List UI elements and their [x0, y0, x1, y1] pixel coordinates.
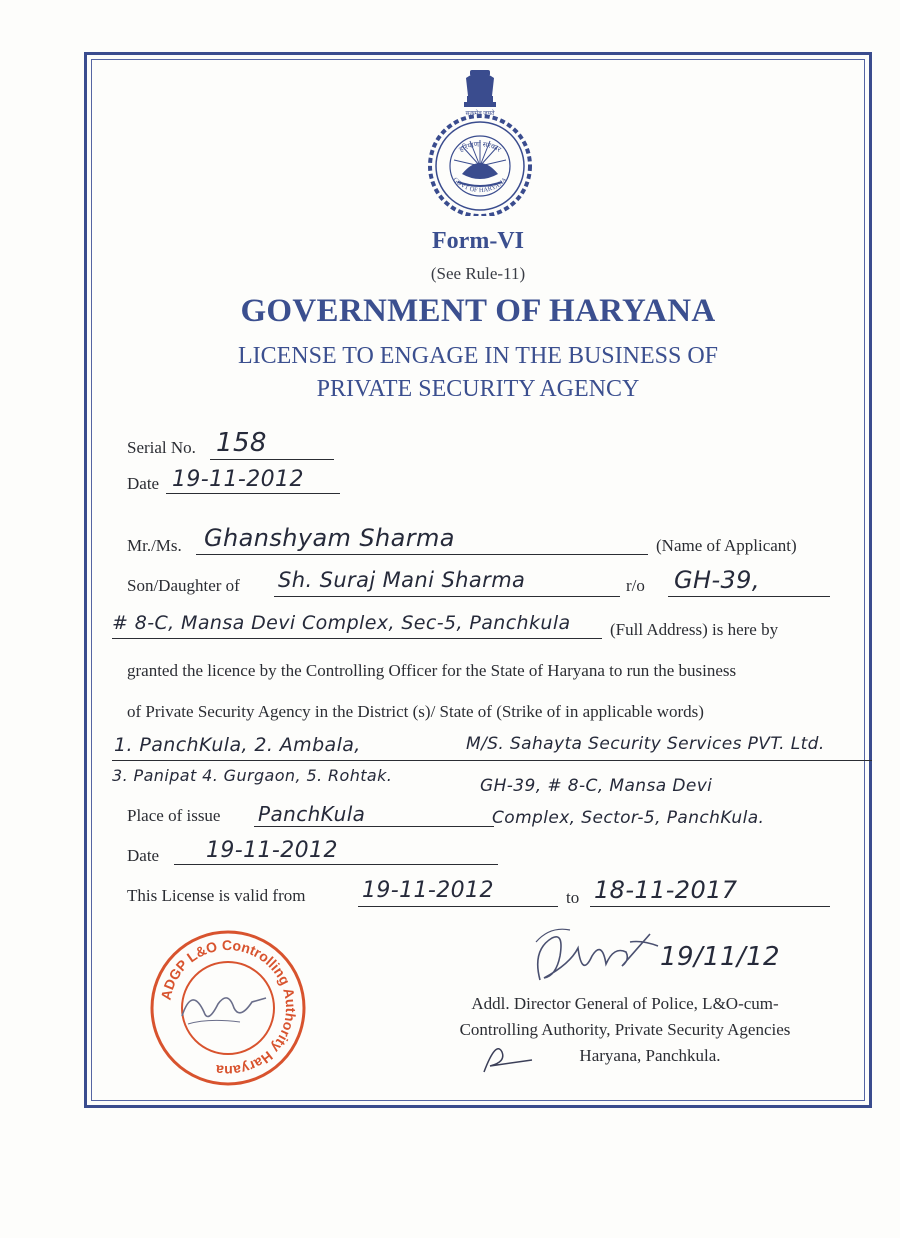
authority-line1: Addl. Director General of Police, L&O-cum-	[471, 994, 779, 1013]
emblem-ring-bottom: GOVT OF HARYANA	[451, 176, 509, 195]
applicant-name: Ghanshyam Sharma	[204, 524, 455, 552]
haryana-state-emblem-icon	[420, 66, 540, 216]
license-title-line1: LICENSE TO ENGAGE IN THE BUSINESS OF	[237, 343, 719, 369]
validity-to: 18-11-2017	[594, 876, 738, 904]
initial-signature-icon	[476, 1036, 536, 1076]
applicant-underline	[196, 554, 648, 555]
license-title-line2: PRIVATE SECURITY AGENCY	[316, 376, 640, 402]
parent-name: Sh. Suraj Mani Sharma	[278, 568, 526, 592]
body-text-line1: granted the licence by the Controlling Officer for the State of Haryana to run the business	[127, 661, 737, 680]
form-rule: (See Rule-11)	[430, 264, 526, 283]
ro-label: r/o	[626, 576, 645, 595]
emblem-motto: सत्यमेव जयते	[465, 111, 495, 117]
parent-label: Son/Daughter of	[127, 576, 240, 595]
serial-value: 158	[216, 428, 267, 458]
date-underline	[166, 493, 340, 494]
date-value: 19-11-2012	[172, 467, 304, 492]
parent-underline	[274, 596, 620, 597]
place-of-issue-underline	[254, 826, 494, 827]
issue-date-underline	[174, 864, 498, 865]
place-of-issue-label: Place of issue	[127, 806, 221, 825]
ro-underline	[668, 596, 830, 597]
validity-to-label: to	[566, 888, 580, 907]
districts-line1: 1. PanchKula, 2. Ambala,	[114, 734, 361, 756]
signature-date: 19/11/12	[660, 942, 780, 972]
official-signature-icon	[530, 920, 670, 990]
serial-label: Serial No.	[127, 438, 196, 457]
applicant-prefix: Mr./Ms.	[127, 536, 182, 555]
controlling-authority-seal-icon	[148, 928, 308, 1088]
agency-line3: Complex, Sector-5, PanchKula.	[492, 808, 765, 828]
address-suffix: (Full Address) is here by	[610, 620, 779, 639]
validity-to-underline	[590, 906, 830, 907]
validity-label: This License is valid from	[127, 886, 306, 905]
applicant-suffix: (Name of Applicant)	[656, 536, 797, 555]
districts-underline	[112, 760, 872, 761]
address-value: # 8-C, Mansa Devi Complex, Sec-5, Panchkula	[112, 612, 571, 634]
address-underline	[112, 638, 602, 639]
validity-from-underline	[358, 906, 558, 907]
issue-date-value: 19-11-2012	[206, 838, 338, 863]
emblem-ring-top: हरियाणा सरकार	[457, 140, 503, 154]
validity-from: 19-11-2012	[362, 878, 494, 903]
place-of-issue-value: PanchKula	[258, 802, 366, 826]
serial-underline	[210, 459, 334, 460]
body-text-line2: of Private Security Agency in the District (s)/ State of (Strike of in applicable words)	[127, 702, 704, 721]
authority-line3: Haryana, Panchkula.	[579, 1046, 721, 1065]
seal-text: ADGP L&O Controlling Authority Haryana	[157, 936, 300, 1080]
districts-line2: 3. Panipat 4. Gurgaon, 5. Rohtak.	[112, 766, 393, 785]
issue-date-label: Date	[127, 846, 160, 865]
form-title: Form-VI	[432, 228, 524, 254]
agency-line1: M/S. Sahayta Security Services PVT. Ltd.	[466, 734, 825, 754]
agency-line2: GH-39, # 8-C, Mansa Devi	[480, 776, 713, 796]
date-label: Date	[127, 474, 160, 493]
government-title: GOVERNMENT OF HARYANA	[240, 293, 716, 329]
authority-line2: Controlling Authority, Private Security Agencies	[459, 1020, 791, 1039]
ro-value: GH-39,	[674, 566, 760, 594]
